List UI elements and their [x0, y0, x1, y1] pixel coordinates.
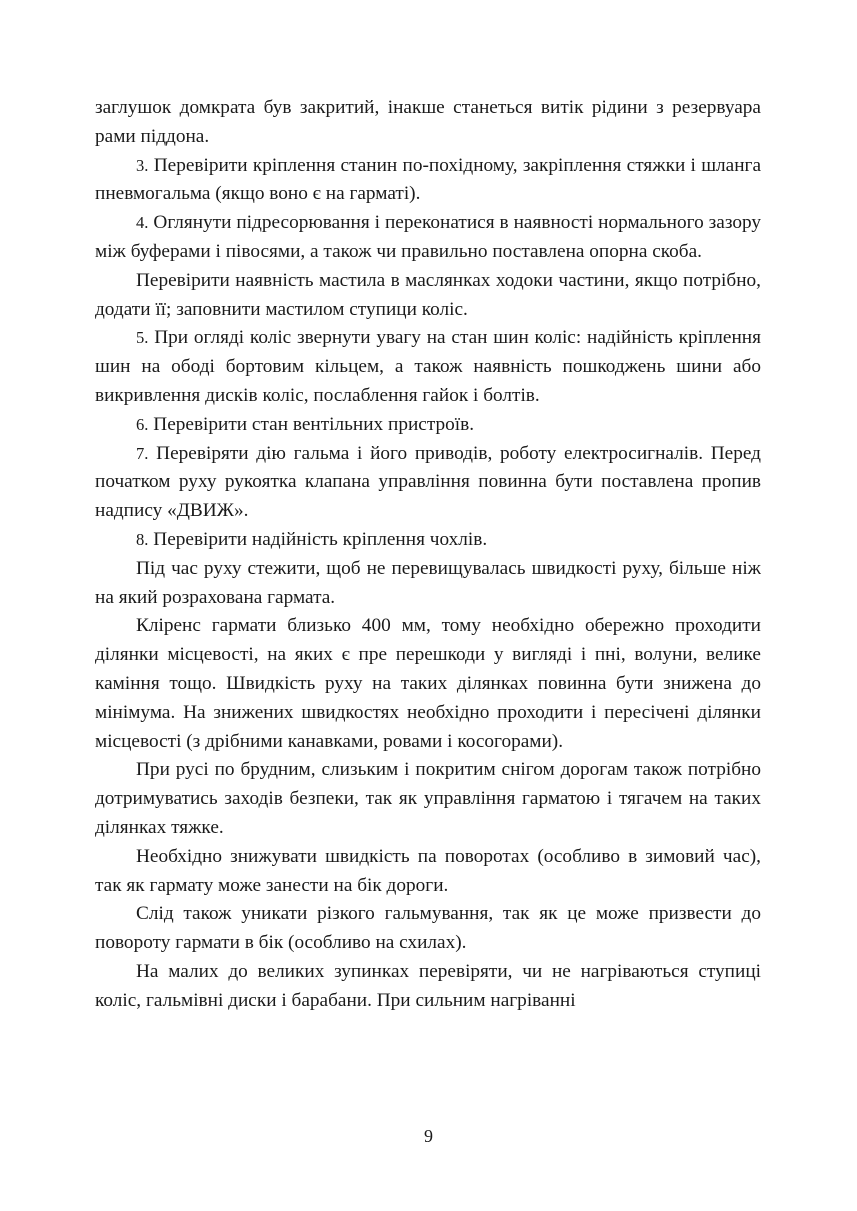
paragraph-lubrication: Перевірити наявність мастила в маслянках ходоки частини, якщо потрібно, додати її; заповнити мастилом ступици коліс.: [95, 269, 761, 320]
paragraph-clearance: Кліренс гармати близько 400 мм, тому необхідно обережно проходити ділянки місцевості, на яких є пре перешкоди у вигляді і пні, волуни, велике каміння тощо. Швидкість руху на таких ділянках повинна бути знижена до мінімума. На знижених швидкостях необхідно проходити і пересічені ділянки місцевості (з дрібними канавками, ровами і косогорами).: [95, 615, 761, 752]
item-number: 6.: [136, 414, 149, 434]
paragraph-continuation: заглушок домкрата був закритий, інакше станеться витік рідини з резервуара рами піддона.: [95, 97, 761, 147]
item-number: 3.: [136, 155, 149, 175]
paragraph-slippery-roads: При русі по брудним, слизьким і покритим снігом дорогам також потрібно дотримуватись заходів безпеки, так як управління гарматою і тягачем на таких ділянках тяжке.: [95, 759, 761, 838]
item-number: 8.: [136, 529, 149, 549]
item-number: 7.: [136, 443, 149, 463]
paragraph-item-5: 5. При огляді коліс звернути увагу на стан шин коліс: надійність кріплення шин на ободі бортовим кільцем, а також наявність пошкоджень шини або викривлення дисків коліс, послаблення гайок і болтів.: [95, 327, 761, 406]
paragraph-item-6: 6. Перевірити стан вентільних пристроїв.: [136, 413, 475, 435]
paragraph-item-8: 8. Перевірити надійність кріплення чохлів.: [136, 528, 488, 550]
paragraph-braking: Слід також уникати різкого гальмування, так як це може призвести до повороту гармати в бік (особливо на схилах).: [95, 903, 761, 954]
page-number: 9: [424, 1126, 433, 1146]
item-number: 5.: [136, 328, 149, 348]
paragraph-item-4: 4. Оглянути підресорювання і переконатися в наявності нормального зазору між буферами і півосями, а також чи правильно поставлена опорна скоба.: [95, 212, 761, 262]
document-body: [95, 94, 761, 1016]
paragraph-item-7: 7. Перевіряти дію гальма і його приводів, роботу електросигналів. Перед початком руху рукоятка клапана управління повинна бути поставлена пропив надпису «ДВИЖ».: [95, 442, 761, 522]
paragraph-stops: На малих до великих зупинках перевіряти, чи не нагріваються ступиці коліс, гальмівні диски і барабани. При сильним нагріванні: [95, 960, 761, 1011]
paragraph-turns: Необхідно знижувати швидкість па поворотах (особливо в зимовий час), так як гармату може занести на бік дороги.: [95, 845, 761, 896]
paragraph-speed: Під час руху стежити, щоб не перевищувалась швидкості руху, більше ніж на який розрахована гармата.: [95, 557, 761, 608]
paragraph-item-3: 3. Перевірити кріплення станин по-похідному, закріплення стяжки і шланга пневмогальма (якщо воно є на гарматі).: [95, 154, 761, 205]
item-number: 4.: [136, 213, 149, 233]
